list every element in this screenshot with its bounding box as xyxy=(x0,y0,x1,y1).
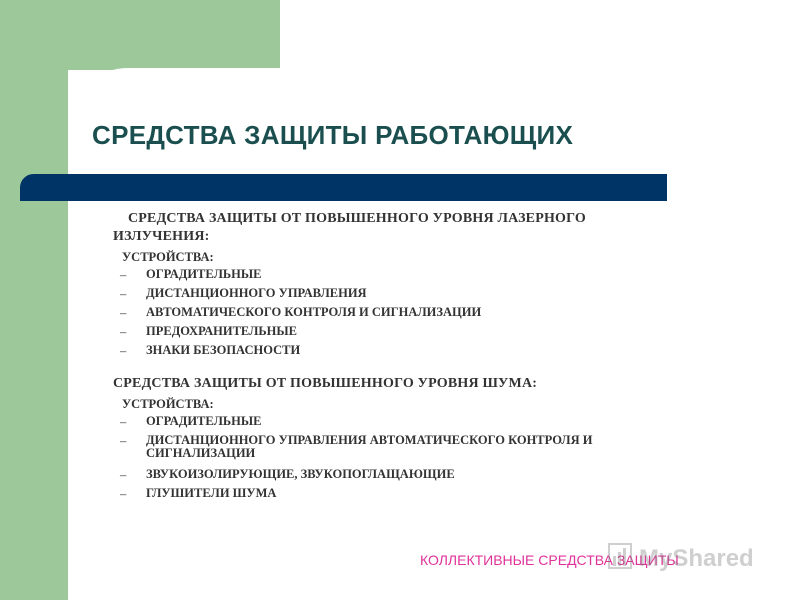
section-laser-heading-line1: СРЕДСТВА ЗАЩИТЫ ОТ ПОВЫШЕННОГО УРОВНЯ ЛАЗЕРНОГО xyxy=(128,211,586,226)
watermark-logo xyxy=(607,538,777,578)
footer-caption: КОЛЛЕКТИВНЫЕ СРЕДСТВА ЗАЩИТЫ xyxy=(420,552,679,568)
slide-title: СРЕДСТВА ЗАЩИТЫ РАБОТАЮЩИХ xyxy=(92,120,574,150)
list-item xyxy=(120,468,455,483)
list-item xyxy=(120,434,592,460)
section-noise-sub: УСТРОЙСТВА: xyxy=(122,397,214,411)
list-item xyxy=(120,325,297,340)
list-dash: – xyxy=(120,487,127,501)
list-dash: – xyxy=(120,306,127,320)
watermark-text: MyShared xyxy=(639,545,754,572)
section-laser-sub: УСТРОЙСТВА: xyxy=(122,250,214,264)
list-item-text: ПРЕДОХРАНИТЕЛЬНЫЕ xyxy=(146,324,298,338)
list-item-text: ГЛУШИТЕЛИ ШУМА xyxy=(146,486,277,500)
list-item xyxy=(120,268,262,283)
section-laser-heading-line2: ИЗЛУЧЕНИЯ: xyxy=(113,229,210,244)
list-item xyxy=(120,415,262,430)
list-item-text-line2: СИГНАЛИЗАЦИИ xyxy=(146,446,256,460)
list-item-text: ОГРАДИТЕЛЬНЫЕ xyxy=(146,267,262,281)
list-item-text: ЗВУКОИЗОЛИРУЮЩИЕ, ЗВУКОПОГЛАЩАЮЩИЕ xyxy=(146,467,455,481)
list-item-text: ДИСТАНЦИОННОГО УПРАВЛЕНИЯ xyxy=(146,286,367,300)
list-item-text-line1: ДИСТАНЦИОННОГО УПРАВЛЕНИЯ АВТОМАТИЧЕСКОГО КОНТРОЛЯ И xyxy=(146,433,593,447)
list-item xyxy=(120,344,300,359)
list-item xyxy=(120,287,367,302)
list-dash: – xyxy=(120,268,127,282)
list-dash: – xyxy=(120,468,127,482)
list-item-text: АВТОМАТИЧЕСКОГО КОНТРОЛЯ И СИГНАЛИЗАЦИИ xyxy=(146,305,482,319)
list-dash: – xyxy=(120,344,127,358)
list-item-text: ОГРАДИТЕЛЬНЫЕ xyxy=(146,414,262,428)
list-dash: – xyxy=(120,287,127,301)
list-dash: – xyxy=(120,434,127,448)
list-item-text-multiline xyxy=(146,434,592,460)
list-item-text: ЗНАКИ БЕЗОПАСНОСТИ xyxy=(146,343,301,357)
list-dash: – xyxy=(120,325,127,339)
list-item xyxy=(120,487,276,502)
section-noise-heading: СРЕДСТВА ЗАЩИТЫ ОТ ПОВЫШЕННОГО УРОВНЯ ШУМА: xyxy=(113,376,538,391)
list-item xyxy=(120,306,481,321)
list-dash: – xyxy=(120,415,127,429)
